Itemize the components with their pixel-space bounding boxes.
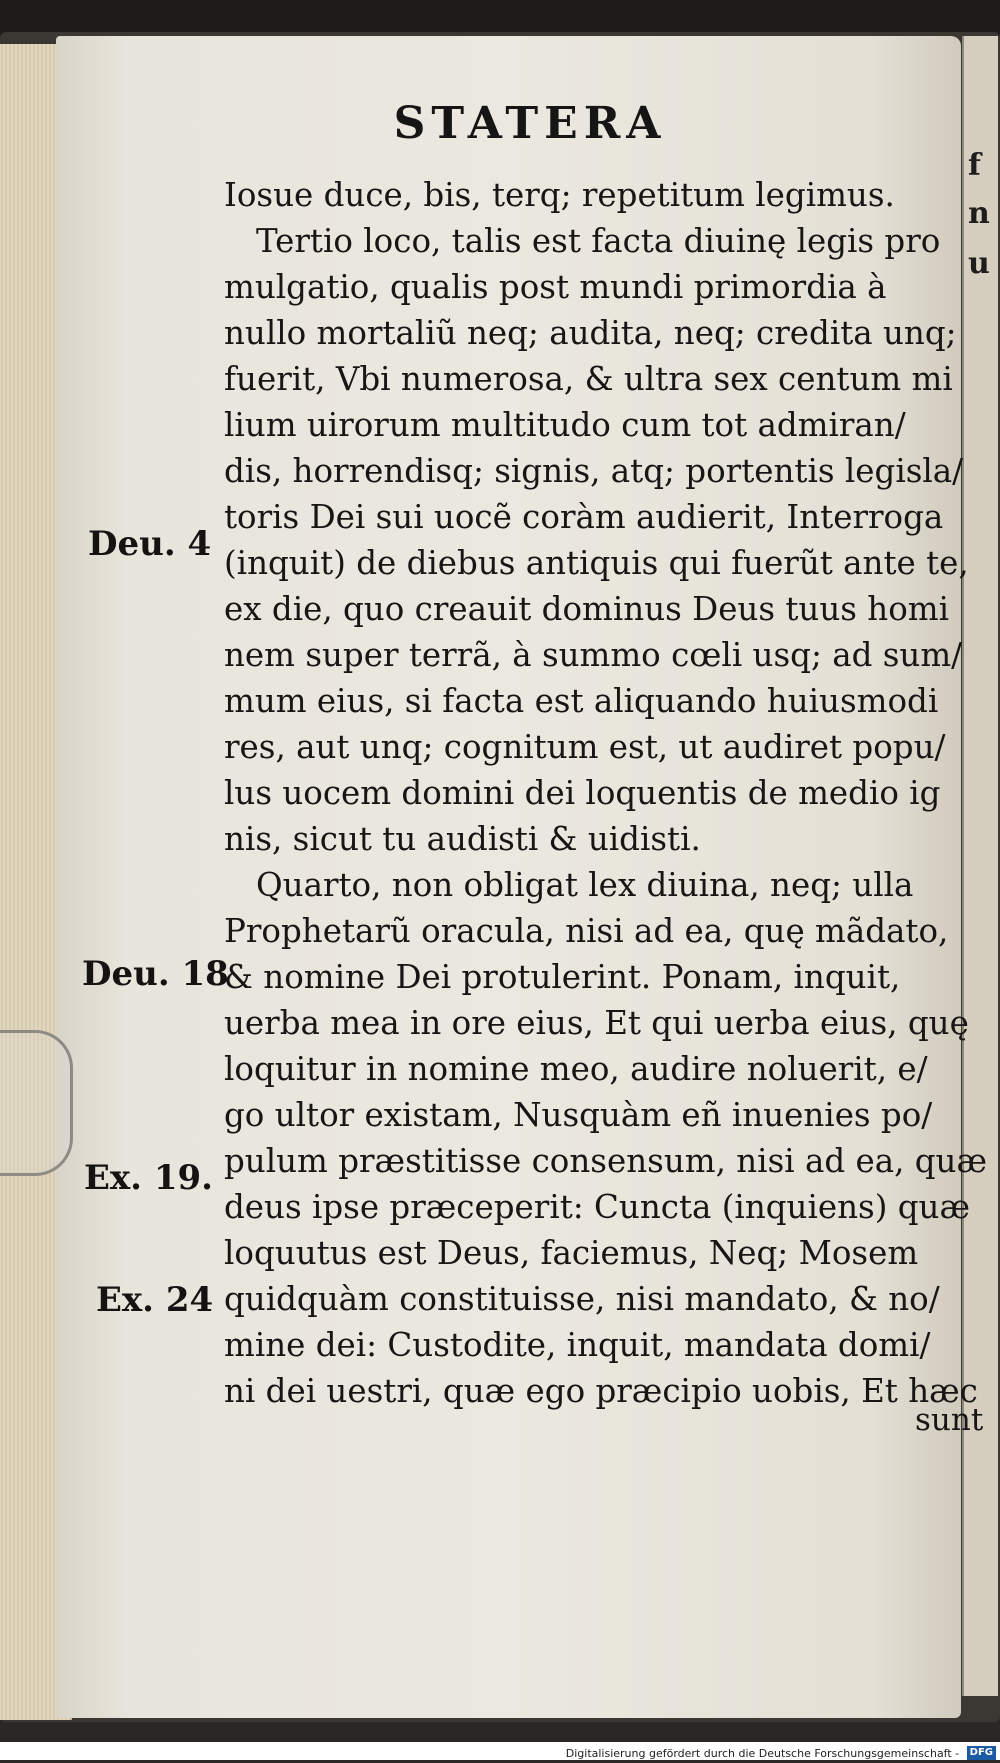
facing-page-fragment: f [968,148,981,183]
marginal-note: Deu. 18 [82,954,229,994]
text-line: loquutus est Deus, faciemus, Neq; Mosem [224,1234,919,1272]
marginal-note: Deu. 4 [88,524,212,564]
marginal-note: Ex. 24 [96,1280,214,1320]
text-line: quidquàm constituisse, nisi mandato, & no/ [224,1280,940,1318]
text-line: Tertio loco, talis est facta diuinę legis pro [256,222,941,260]
text-line: mulgatio, qualis post mundi primordia à [224,268,887,306]
text-line: deus ipse præceperit: Cuncta (inquiens) quæ [224,1188,971,1226]
text-line: go ultor existam, Nusquàm eñ inuenies po/ [224,1096,933,1134]
text-line: Iosue duce, bis, terq; repetitum legimus. [224,176,895,214]
facing-page-fragment: u [968,246,990,281]
digitization-footer: Digitalisierung gefördert durch die Deutsche Forschungsgemeinschaft - DFG [0,1742,1000,1760]
text-line: nem super terrã, à summo cœli usq; ad sum/ [224,636,963,674]
text-line: mum eius, si facta est aliquando huiusmodi [224,682,939,720]
text-line: mine dei: Custodite, inquit, mandata domi/ [224,1326,931,1364]
text-line: nullo mortaliũ neq; audita, neq; credita unq; [224,314,957,352]
running-head: STATERA [393,98,667,149]
facing-page-fragment: n [968,196,990,231]
text-line: nis, sicut tu audisti & uidisti. [224,820,701,858]
text-line: loquitur in nomine meo, audire noluerit, e/ [224,1050,928,1088]
text-line: res, aut unq; cognitum est, ut audiret popu/ [224,728,946,766]
marginal-note: Ex. 19. [84,1158,214,1198]
text-line: dis, horrendisq; signis, atq; portentis legisla/ [224,452,964,490]
text-line: fuerit, Vbi numerosa, & ultra sex centum mi [224,360,953,398]
text-line: pulum præstitisse consensum, nisi ad ea, quæ [224,1142,988,1180]
text-line: uerba mea in ore eius, Et qui uerba eius, quę [224,1004,969,1042]
text-line: Prophetarũ oracula, nisi ad ea, quę mãdato, [224,912,949,950]
text-line: & nomine Dei protulerint. Ponam, inquit, [224,958,901,996]
facing-page-strip [962,36,998,1696]
text-line: lus uocem domini dei loquentis de medio ig [224,774,941,812]
text-line: Quarto, non obligat lex diuina, neq; ulla [256,866,914,904]
text-line: (inquit) de diebus antiquis qui fuerũt ante te, [224,544,969,582]
text-line: lium uirorum multitudo cum tot admiran/ [224,406,906,444]
text-line: ex die, quo creauit dominus Deus tuus homi [224,590,950,628]
dfg-logo: DFG [967,1746,996,1760]
text-line: toris Dei sui uocẽ coràm audierit, Interroga [224,498,944,536]
catchword: sunt [915,1402,984,1438]
footer-credit: Digitalisierung gefördert durch die Deutsche Forschungsgemeinschaft [565,1747,952,1760]
page-clip-shadow [0,1030,73,1176]
text-line: ni dei uestri, quæ ego præcipio uobis, Et hæc [224,1372,978,1410]
